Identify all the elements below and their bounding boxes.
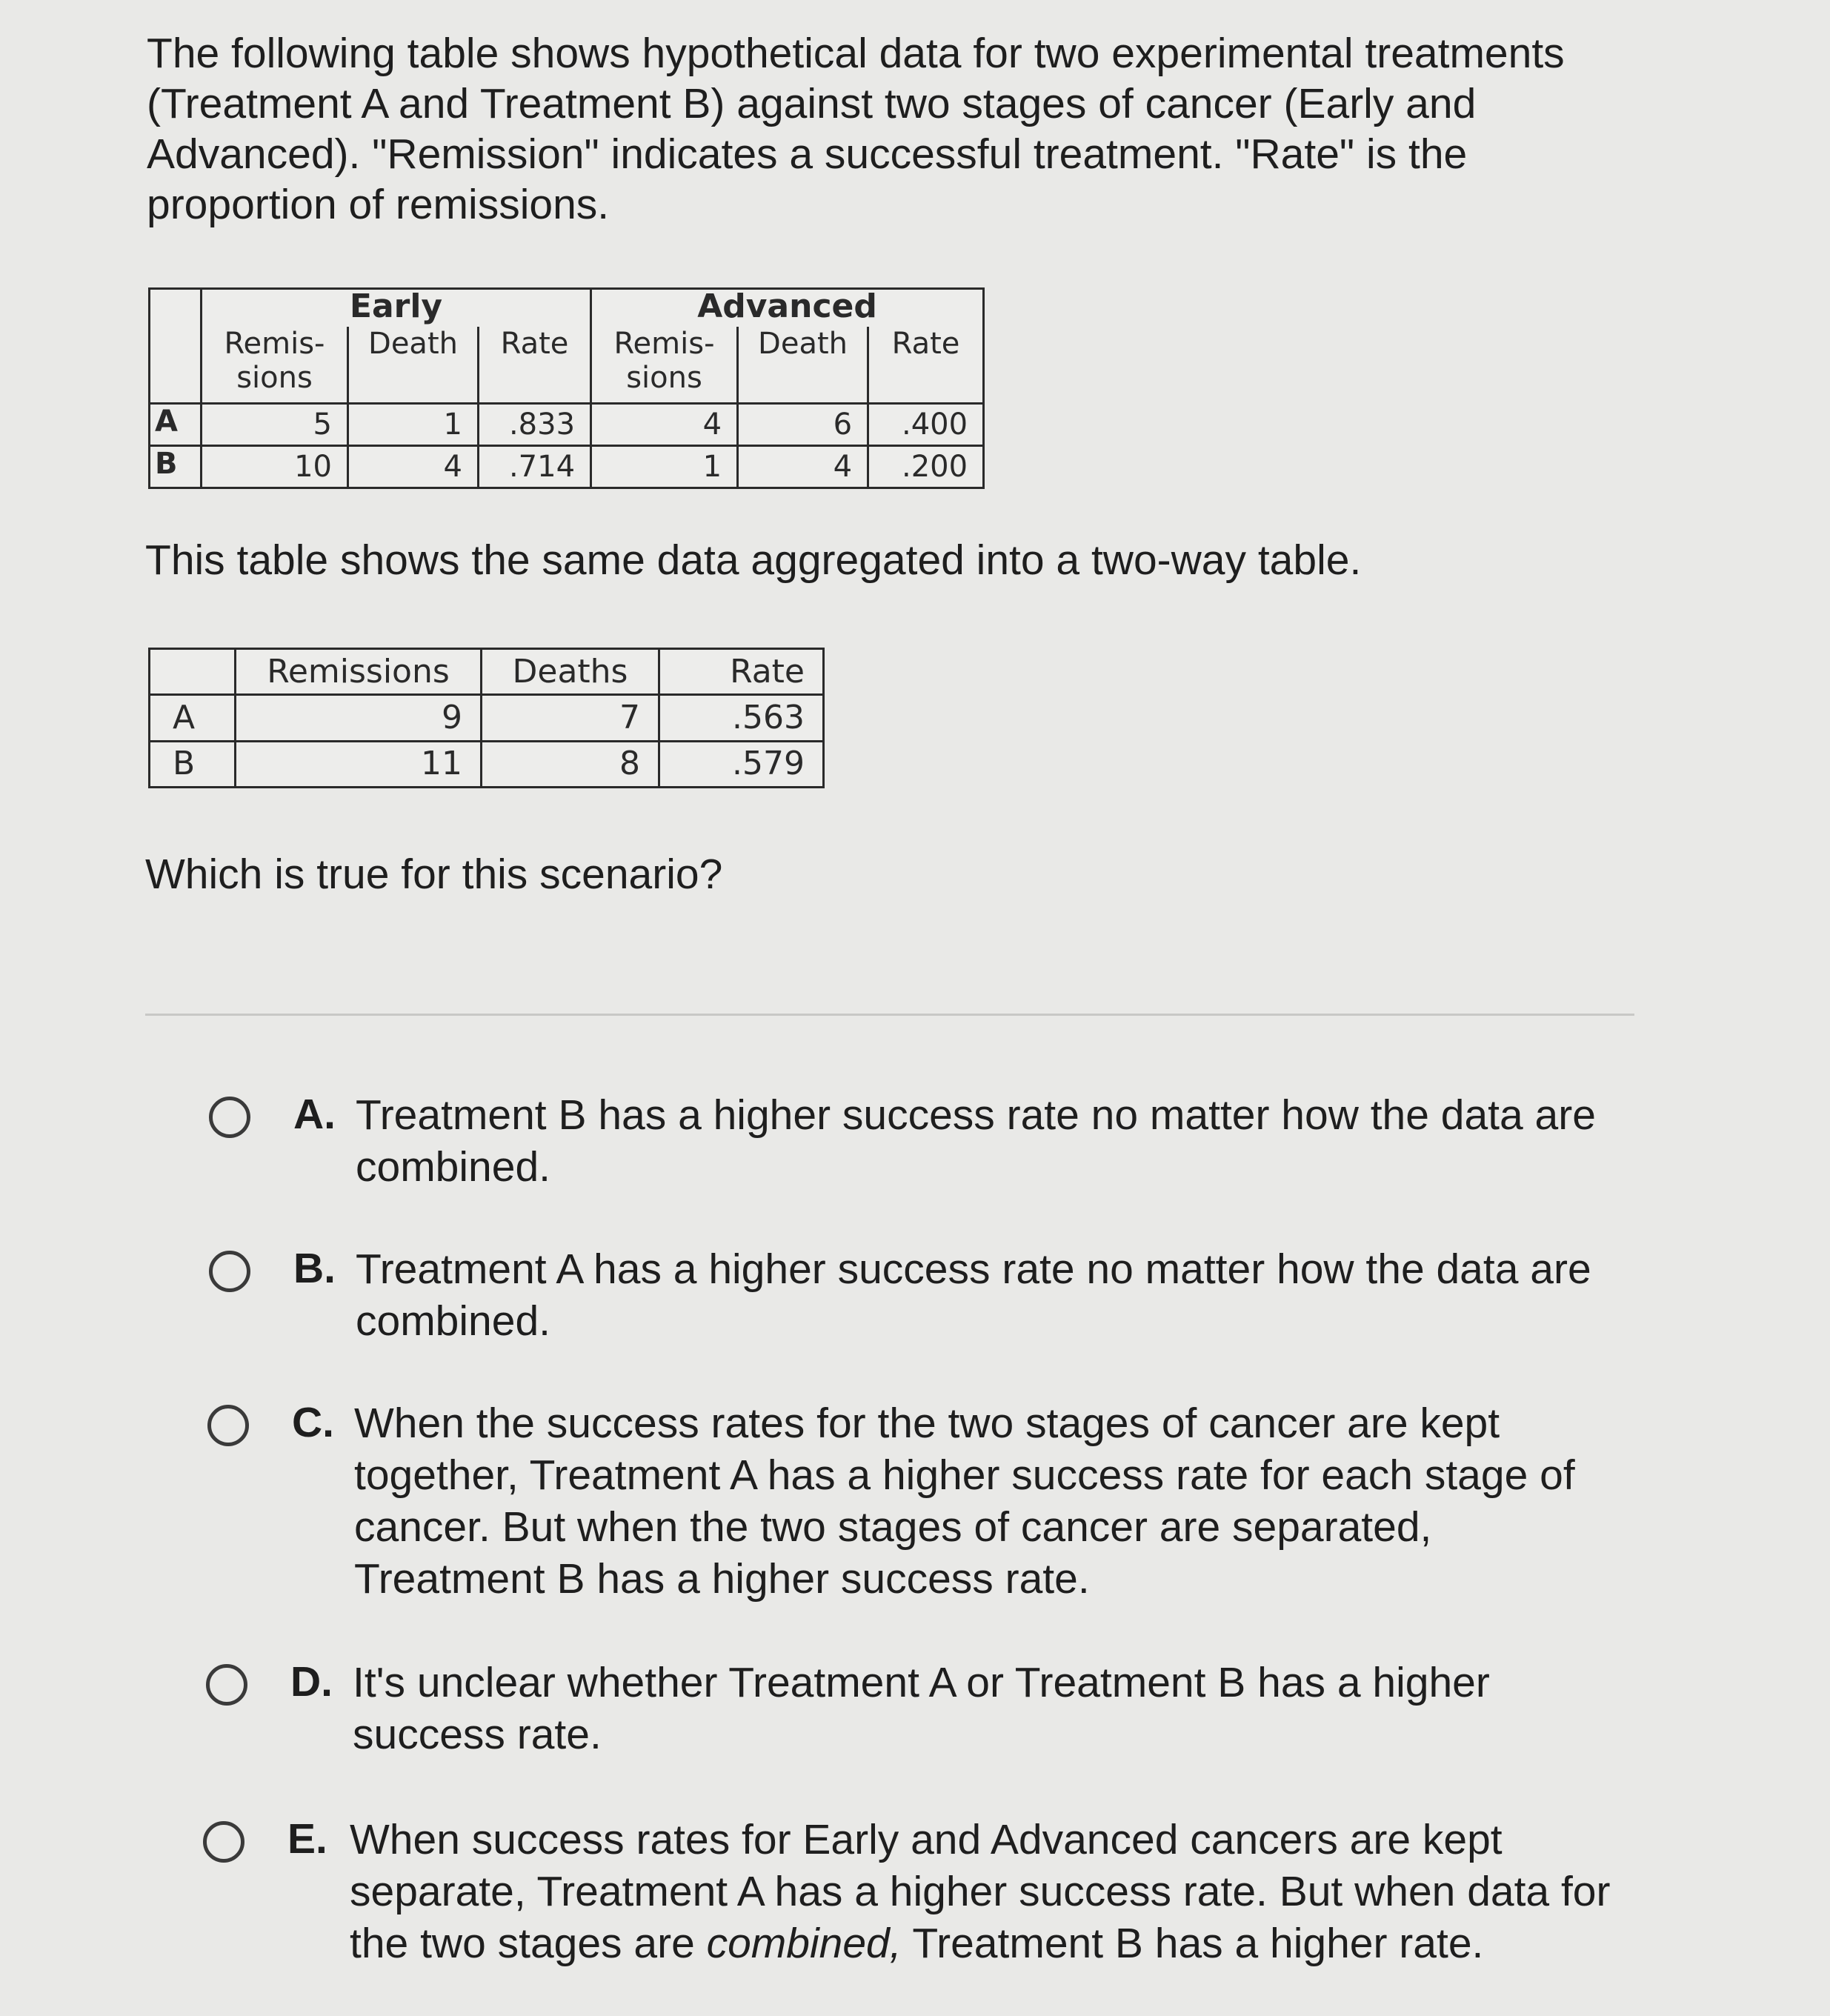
group-header-early: Early	[202, 289, 591, 327]
option-text: Treatment B has a higher success rate no matter how the data are combined.	[356, 1091, 1596, 1191]
table-cell: 4	[738, 446, 868, 488]
row-label: B	[150, 446, 202, 488]
radio-button[interactable]	[209, 1097, 250, 1138]
option-text	[350, 1814, 1624, 1969]
option-d[interactable]	[206, 1657, 1673, 1760]
row-label: A	[150, 695, 236, 741]
radio-button[interactable]	[209, 1251, 250, 1292]
option-text: When the success rates for the two stages of cancer are kept together, Treatment A has a higher success rate for each stage of cancer. But when the two stages of cancer are separated, Treatment B has a higher success rate.	[354, 1400, 1575, 1603]
table-cell: .833	[479, 404, 591, 446]
option-text: Treatment A has a higher success rate no matter how the data are combined.	[356, 1245, 1591, 1345]
option-letter: A.	[293, 1091, 336, 1138]
stage-data-table	[148, 287, 985, 489]
radio-button[interactable]	[207, 1405, 249, 1446]
radio-button[interactable]	[203, 1821, 244, 1863]
col-header-early-rate: Rate	[479, 327, 591, 404]
option-b[interactable]	[209, 1243, 1676, 1347]
col-header-rate: Rate	[659, 649, 824, 695]
option-text-part: Treatment B has a higher rate.	[901, 1920, 1484, 1967]
row-label: A	[150, 404, 202, 446]
table-cell: 4	[591, 404, 738, 446]
table-cell: 4	[348, 446, 479, 488]
intro-text: The following table shows hypothetical data for two experimental treatments (Treatment A and Treatment B) against two stages of cancer (Early and Advanced). "Remission" indicates a successful treatment. "Rate" is the proportion of remissions.	[147, 30, 1565, 228]
col-header-early-death: Death	[348, 327, 479, 404]
table-cell: 10	[202, 446, 348, 488]
col-header-remissions: Remissions	[236, 649, 482, 695]
table-corner	[150, 649, 236, 695]
table-cell: .400	[868, 404, 984, 446]
group-header-advanced: Advanced	[591, 289, 984, 327]
col-header-advanced-rate: Rate	[868, 327, 984, 404]
option-letter: E.	[287, 1815, 327, 1863]
table-row	[150, 695, 824, 741]
option-c[interactable]	[207, 1397, 1674, 1612]
option-a[interactable]	[209, 1089, 1676, 1193]
emphasized-word: combined,	[706, 1920, 902, 1967]
option-text-part: When success rates for Early and Advanced cancers are kept separate, Treatment A has a higher success rate. But when data for the two stages are	[350, 1816, 1611, 1967]
table-row	[150, 741, 824, 787]
table-cell: 9	[236, 695, 482, 741]
option-letter: B.	[293, 1245, 336, 1292]
radio-button[interactable]	[206, 1664, 247, 1706]
table-cell: 1	[348, 404, 479, 446]
table-row	[150, 404, 984, 446]
table-cell: 6	[738, 404, 868, 446]
question-text: Which is true for this scenario?	[145, 851, 723, 898]
table-cell: 5	[202, 404, 348, 446]
row-label: B	[150, 741, 236, 787]
option-text: It's unclear whether Treatment A or Treatment B has a higher success rate.	[353, 1659, 1490, 1758]
table-cell: .200	[868, 446, 984, 488]
col-header-early-remissions: Remis- sions	[202, 327, 348, 404]
table-corner	[150, 289, 202, 404]
table-row	[150, 446, 984, 488]
table-cell: 7	[482, 695, 659, 741]
col-header-advanced-death: Death	[738, 327, 868, 404]
option-letter: D.	[290, 1658, 333, 1706]
col-header-advanced-remissions: Remis- sions	[591, 327, 738, 404]
table-cell: 8	[482, 741, 659, 787]
table-cell: .579	[659, 741, 824, 787]
col-header-deaths: Deaths	[482, 649, 659, 695]
table-cell: 11	[236, 741, 482, 787]
table-cell: .563	[659, 695, 824, 741]
divider	[145, 1014, 1634, 1016]
aggregate-table	[148, 648, 825, 788]
option-letter: C.	[292, 1399, 334, 1446]
table-cell: 1	[591, 446, 738, 488]
aggregate-intro-text: This table shows the same data aggregated into a two-way table.	[145, 536, 1362, 584]
table-cell: .714	[479, 446, 591, 488]
option-e[interactable]	[203, 1814, 1670, 1977]
